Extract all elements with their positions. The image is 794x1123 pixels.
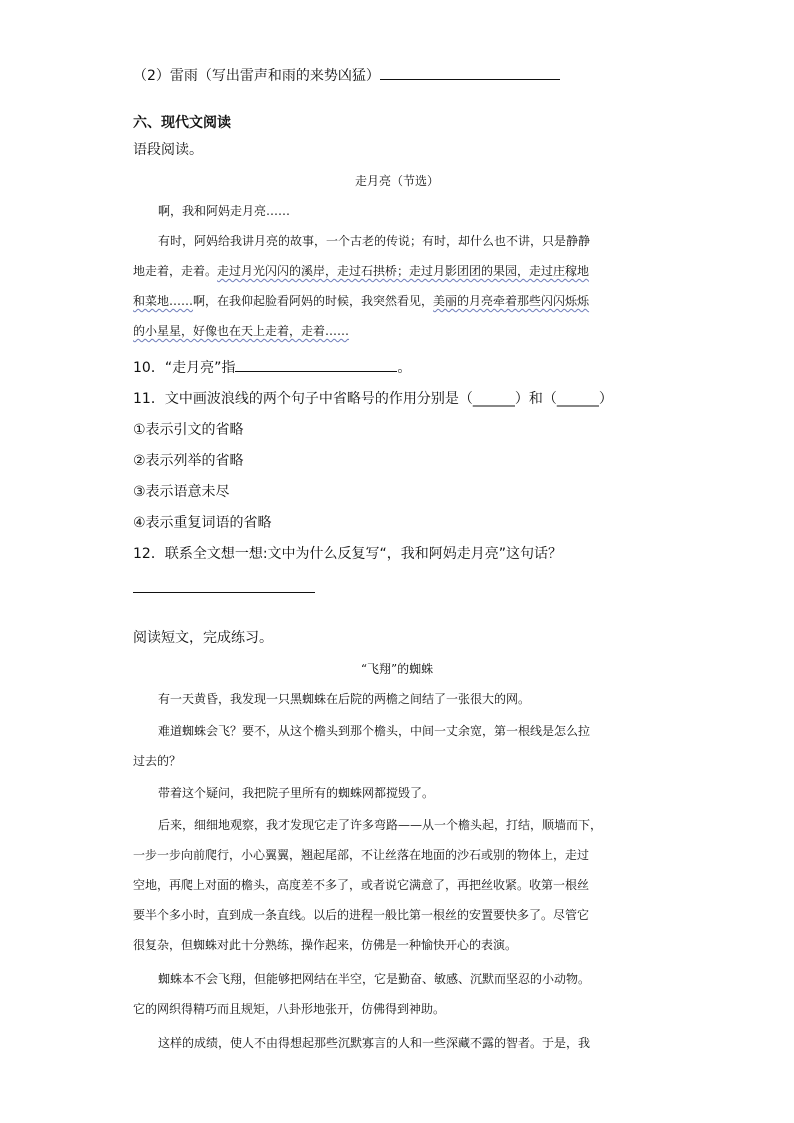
- passage2-p2-l1: 难道蜘蛛会飞？要不，从这个檐头到那个檐头，中间一丈余宽，第一根线是怎么拉: [158, 724, 591, 738]
- wavy-sentence-1b: 和菜地……: [133, 294, 194, 308]
- passage2-p5-l2: 它的网织得精巧而且规矩，八卦形地张开，仿佛得到神助。: [133, 1002, 446, 1016]
- passage2-p3: 带着这个疑问，我把院子里所有的蜘蛛网都搅毁了。: [158, 786, 435, 800]
- passage2-p4-l5: 很复杂，但蜘蛛对此十分熟练，操作起来，仿佛是一种愉快开心的表演。: [133, 938, 518, 952]
- q10-line: [133, 358, 411, 378]
- wavy-sentence-1a: 走过月光闪闪的溪岸，走过石拱桥；走过月影团团的果园，走过庄稼地: [217, 264, 590, 278]
- passage1-title: 走月亮（节选）: [354, 174, 439, 188]
- passage1-p2-l3: [133, 292, 589, 310]
- q11-option-3: ③表示语意未尽: [133, 484, 230, 500]
- q11-text: 11．文中画波浪线的两个句子中省略号的作用分别是（______）和（______）: [133, 391, 613, 407]
- passage1-p2-l4: [133, 322, 349, 340]
- passage1-p2-l1: 有时，阿妈给我讲月亮的故事，一个古老的传说；有时，却什么也不讲，只是静静: [158, 234, 591, 248]
- passage1-p2-l3b: 啊，在我仰起脸看阿妈的时候，我突然看见，: [193, 294, 434, 308]
- passage2-p4-l2: 一步一步向前爬行，小心翼翼，翘起尾部，不让丝落在地面的沙石或别的物体上，走过: [133, 848, 590, 862]
- q2-text: （2）雷雨（写出雷声和雨的来势凶猛）: [133, 68, 380, 84]
- passage2-p4-l3: 空地，再爬上对面的檐头，高度差不多了，或者说它满意了，再把丝收紧。收第一根丝: [133, 878, 590, 892]
- passage2-p2-l2: 过去的？: [133, 754, 182, 768]
- passage1-p2-l2: [133, 262, 589, 280]
- section6-intro: 语段阅读。: [133, 142, 203, 158]
- q12-answer-line[interactable]: [133, 592, 315, 593]
- q11-option-2: ②表示列举的省略: [133, 453, 244, 469]
- q12-text: 12．联系全文想一想:文中为什么反复写“，我和阿妈走月亮”这句话？: [133, 546, 563, 562]
- passage1-line1: 啊，我和阿妈走月亮……: [158, 204, 291, 218]
- passage1-p2-l2a: 地走着，走着。: [133, 264, 218, 278]
- q11-option-4: ④表示重复词语的省略: [133, 515, 272, 531]
- passage2-p1: 有一天黄昏，我发现一只黑蜘蛛在后院的两檐之间结了一张很大的网。: [158, 692, 531, 706]
- passage2-p6-l1: 这样的成绩，使人不由得想起那些沉默寡言的人和一些深藏不露的智者。于是，我: [158, 1036, 591, 1050]
- q10-end: 。: [397, 360, 412, 376]
- section6-title: 六、现代文阅读: [133, 115, 231, 131]
- passage2-title: “飞翔”的蜘蛛: [360, 662, 434, 676]
- q10-text: 10．“走月亮”指: [133, 360, 236, 376]
- passage2-p4-l1: 后来，细细地观察，我才发现它走了许多弯路——从一个檐头起，打结，顺墙而下，: [158, 818, 603, 832]
- wavy-sentence-2a: 美丽的月亮牵着那些闪闪烁烁: [433, 294, 590, 308]
- passage2-p4-l4: 要半个多小时，直到成一条直线。以后的进程一般比第一根丝的安置要快多了。尽管它: [133, 908, 590, 922]
- q2-answer-blank[interactable]: [380, 66, 560, 80]
- q10-answer-blank[interactable]: [235, 358, 397, 372]
- passage2-p5-l1: 蜘蛛本不会飞翔，但能够把网结在半空，它是勤奋、敏感、沉默而坚忍的小动物。: [158, 972, 591, 986]
- q2-line: [133, 66, 560, 86]
- wavy-sentence-2b: 的小星星，好像也在天上走着，走着……: [133, 324, 350, 338]
- section-b-intro: 阅读短文，完成练习。: [133, 630, 273, 646]
- q11-option-1: ①表示引文的省略: [133, 422, 244, 438]
